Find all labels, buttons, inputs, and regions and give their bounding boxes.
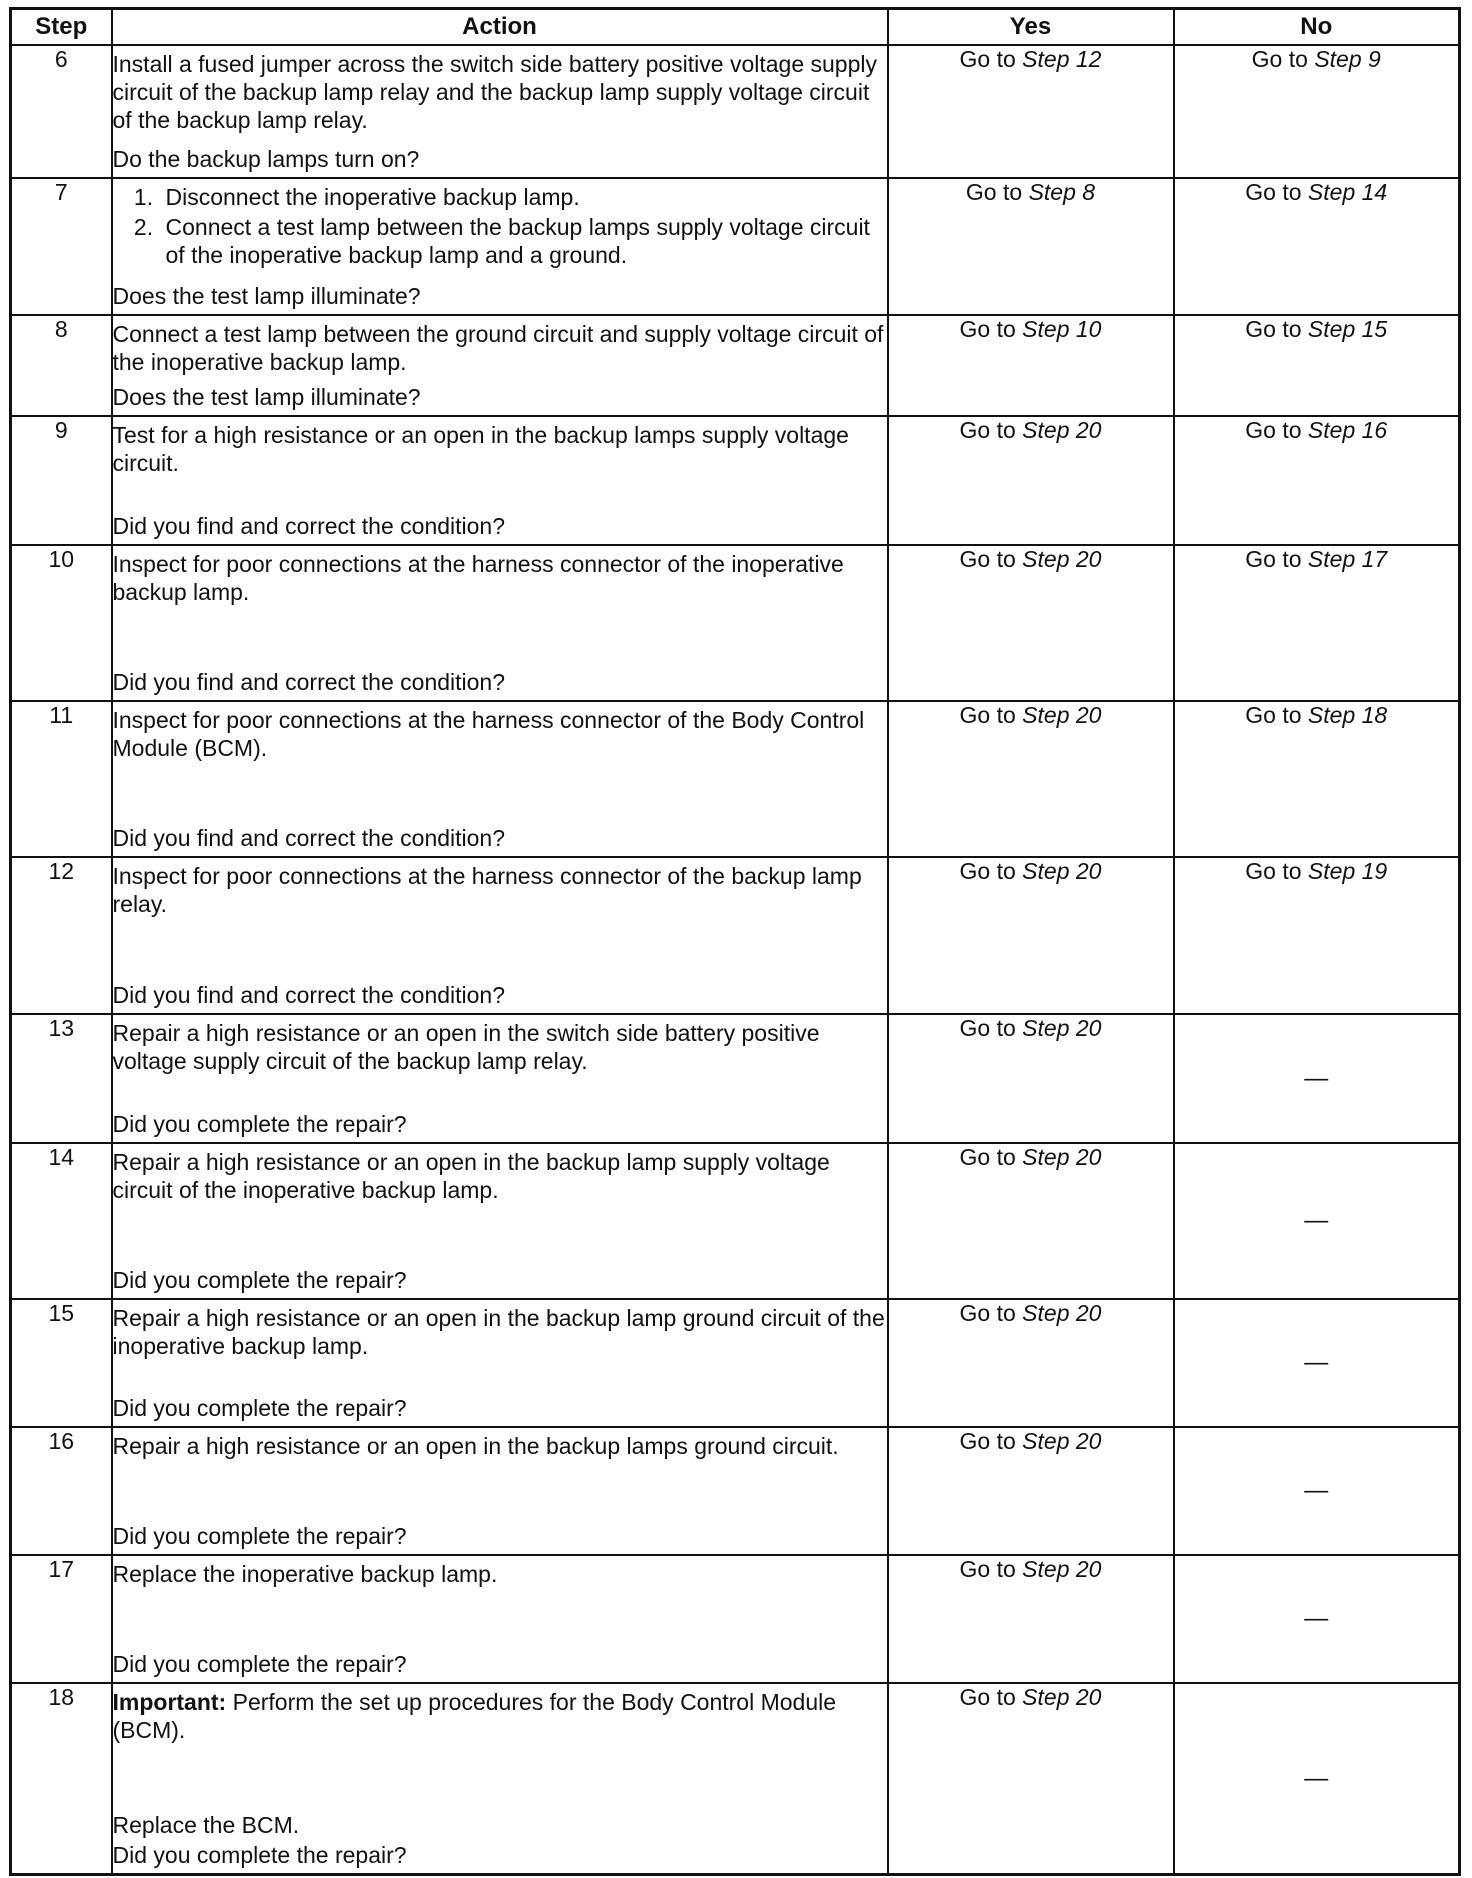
goto-prefix: Go to [1245,179,1302,205]
step-number: 20 [1075,417,1102,443]
action-instruction: Repair a high resistance or an open in the backup lamps ground circuit. [112,1433,839,1459]
step-word: Step [1307,546,1356,572]
action-cell [112,1299,888,1427]
action-cell [112,45,888,178]
step-number-cell: 17 [11,1555,112,1683]
yes-cell [888,1683,1174,1875]
action-content [113,316,887,415]
goto-prefix: Go to [959,702,1016,728]
action-cell [112,1683,888,1875]
step-number-cell: 11 [11,701,112,857]
table-row [11,1683,1460,1875]
step-reference [1022,417,1101,443]
goto-prefix: Go to [1245,702,1302,728]
step-number-cell: 9 [11,416,112,545]
goto-prefix: Go to [959,1015,1016,1041]
step-reference [1308,546,1387,572]
action-text [113,320,887,376]
action-body [113,1015,887,1108]
action-content [113,417,887,544]
step-number-cell: 8 [11,315,112,416]
step-word: Step [1028,179,1076,205]
goto-prefix: Go to [959,316,1016,342]
step-reference [1022,1684,1101,1710]
action-steps-list [113,183,887,269]
step-reference [1022,1428,1101,1454]
step-number: 16 [1361,417,1388,443]
step-word: Step [1022,702,1070,728]
action-cell [112,1555,888,1683]
action-content [113,858,887,1013]
action-instruction: Test for a high resistance or an open in the backup lamps supply voltage circuit. [112,422,849,476]
step-number-cell: 14 [11,1143,112,1299]
no-cell-dash: — [1174,1299,1460,1427]
step-number: 12 [1075,46,1102,72]
yes-cell [888,1143,1174,1299]
action-content [113,1428,887,1554]
table-row [11,315,1460,416]
yes-cell [888,545,1174,701]
action-body [113,1428,887,1520]
step-number: 18 [1361,702,1388,728]
goto-prefix: Go to [959,1556,1016,1582]
list-item: 1. Disconnect the inoperative backup lamp. [160,183,887,211]
action-instruction: Repair a high resistance or an open in the backup lamp ground circuit of the inoperative backup lamp. [112,1305,885,1359]
yes-cell [888,45,1174,178]
action-text [113,1148,887,1204]
action-question: Did you complete the repair? [112,1111,407,1137]
goto-prefix: Go to [959,858,1016,884]
table-row [11,178,1460,315]
action-question: Did you complete the repair? [112,1395,407,1421]
step-number-cell: 6 [11,45,112,178]
action-question: Did you find and correct the condition? [112,825,506,851]
step-reference [1308,316,1387,342]
action-content [113,1144,887,1298]
action-content [113,702,887,856]
step-number: 9 [1368,46,1381,72]
table-row [11,1427,1460,1555]
action-text [113,50,887,134]
step-number: 14 [1361,179,1388,205]
action-cell [112,701,888,857]
goto-prefix: Go to [959,1144,1016,1170]
step-number: 8 [1082,179,1096,205]
action-text [113,1688,887,1744]
step-reference [1308,417,1387,443]
diagnostic-table [9,7,1461,1876]
action-text [113,1432,887,1460]
table-row [11,1143,1460,1299]
table-row [11,416,1460,545]
step-number: 10 [1075,316,1102,342]
header-action: Action [112,9,888,46]
goto-prefix: Go to [959,546,1016,572]
step-reference [1022,1300,1101,1326]
header-yes: Yes [888,9,1174,46]
no-cell [1174,45,1460,178]
step-number: 20 [1075,1300,1102,1326]
document-page [9,7,1458,1876]
step-word: Step [1314,46,1362,72]
action-instruction: Connect a test lamp between the ground circuit and supply voltage circuit of the inoperative backup lamp. [112,321,884,375]
step-number: 19 [1361,858,1388,884]
action-content [113,179,887,314]
action-text [113,550,887,606]
no-cell [1174,416,1460,545]
table-row [11,857,1460,1014]
goto-prefix: Go to [1245,858,1302,884]
step-word: Step [1022,1428,1070,1454]
step-reference [1308,179,1387,205]
no-cell-dash: — [1174,1014,1460,1143]
action-text [113,1560,887,1588]
goto-prefix: Go to [1245,316,1302,342]
action-question: Did you complete the repair? [112,1523,407,1549]
action-cell [112,857,888,1014]
action-content [113,46,887,177]
action-body [113,1300,887,1392]
no-cell [1174,701,1460,857]
action-instruction: Perform the set up procedures for the Body Control Module (BCM). [112,1689,837,1743]
yes-cell [888,178,1174,315]
action-content [113,1684,887,1873]
yes-cell [888,1427,1174,1555]
action-instruction: Inspect for poor connections at the harness connector of the Body Control Module (BCM). [112,707,865,761]
action-question: Did you complete the repair? [112,1842,407,1868]
action-body [113,1556,887,1648]
action-instruction: Inspect for poor connections at the harness connector of the backup lamp relay. [112,863,862,917]
step-word: Step [1307,179,1356,205]
no-cell-dash: — [1174,1555,1460,1683]
step-number: 20 [1075,1144,1102,1170]
yes-cell [888,1299,1174,1427]
step-reference [1314,46,1381,72]
step-reference [1308,858,1387,884]
action-cell [112,545,888,701]
table-row [11,545,1460,701]
goto-prefix: Go to [959,46,1016,72]
goto-prefix: Go to [959,1300,1016,1326]
step-word: Step [1022,1015,1070,1041]
step-word: Step [1307,316,1356,342]
action-instruction: Repair a high resistance or an open in the switch side battery positive voltage supply circuit of the backup lamp relay. [112,1020,820,1074]
list-item: 2. Connect a test lamp between the backup lamps supply voltage circuit of the inoperative backup lamp and a ground. [160,213,887,269]
action-question: Did you complete the repair? [112,1267,407,1293]
step-reference [1022,316,1101,342]
no-cell [1174,315,1460,416]
step-number-cell: 18 [11,1683,112,1875]
step-word: Step [1022,1144,1070,1170]
step-word: Step [1022,1556,1070,1582]
step-word: Step [1022,316,1070,342]
action-body [113,316,887,381]
header-step: Step [11,9,112,46]
action-content [113,1556,887,1682]
action-instruction: Inspect for poor connections at the harness connector of the inoperative backup lamp. [112,551,844,605]
action-content [113,1015,887,1142]
yes-cell [888,315,1174,416]
step-number-cell: 10 [11,545,112,701]
action-instruction: Replace the inoperative backup lamp. [112,1561,498,1587]
header-no: No [1174,9,1460,46]
action-cell [112,1014,888,1143]
step-word: Step [1022,1684,1070,1710]
action-instruction: Repair a high resistance or an open in the backup lamp supply voltage circuit of the inoperative backup lamp. [112,1149,830,1203]
step-reference [1022,1015,1101,1041]
important-label: Important: [112,1689,227,1715]
step-word: Step [1022,858,1070,884]
action-body [113,858,887,979]
action-text [113,706,887,762]
step-word: Step [1022,546,1070,572]
goto-prefix: Go to [959,1428,1016,1454]
step-reference [1308,702,1387,728]
step-word: Step [1307,858,1356,884]
goto-prefix: Go to [1251,46,1308,72]
action-cell [112,315,888,416]
no-cell [1174,178,1460,315]
step-reference [1022,46,1101,72]
action-question: Did you complete the repair? [112,1651,407,1677]
goto-prefix: Go to [965,179,1023,205]
action-content [113,1300,887,1426]
step-word: Step [1307,702,1356,728]
no-cell-dash: — [1174,1683,1460,1875]
action-body [113,702,887,822]
step-reference [1022,702,1101,728]
table-row [11,1299,1460,1427]
step-number: 20 [1075,702,1102,728]
action-question: Do the backup lamps turn on? [112,146,420,172]
action-text [113,1019,887,1075]
table-row [11,1014,1460,1143]
goto-prefix: Go to [1245,546,1302,572]
table-body [11,45,1460,1875]
goto-prefix: Go to [959,1684,1016,1710]
no-cell-dash: — [1174,1143,1460,1299]
table-row [11,1555,1460,1683]
action-body [113,417,887,510]
action-question: Does the test lamp illuminate? [112,283,421,309]
action-text [113,1304,887,1360]
yes-cell [888,1555,1174,1683]
action-cell [112,178,888,315]
action-body [113,1684,887,1811]
action-question: Did you find and correct the condition? [112,669,506,695]
step-number-cell: 15 [11,1299,112,1427]
action-instruction: Install a fused jumper across the switch side battery positive voltage supply circuit of the backup lamp relay and the backup lamp supply voltage circuit of the backup lamp relay. [112,51,877,133]
step-number: 17 [1361,546,1388,572]
action-body [113,1144,887,1264]
step-number: 20 [1075,1428,1102,1454]
action-content [113,546,887,700]
step-reference [1022,1144,1101,1170]
action-cell [112,1427,888,1555]
step-reference [1022,858,1101,884]
goto-prefix: Go to [959,417,1016,443]
action-body [113,179,887,280]
action-question: Did you find and correct the condition? [112,982,506,1008]
step-reference [1022,546,1101,572]
action-text [113,421,887,477]
step-number: 20 [1075,858,1102,884]
action-question: Did you find and correct the condition? [112,513,506,539]
table-row [11,45,1460,178]
action-body [113,46,887,143]
header-row [11,9,1460,46]
step-number-cell: 12 [11,857,112,1014]
yes-cell [888,857,1174,1014]
action-cell [112,1143,888,1299]
step-number-cell: 13 [11,1014,112,1143]
step-number: 15 [1361,316,1388,342]
step-number-cell: 7 [11,178,112,315]
action-text [113,862,887,918]
step-number: 20 [1075,1556,1102,1582]
step-word: Step [1307,417,1356,443]
action-extra: Replace the BCM. [112,1812,300,1838]
step-number-cell: 16 [11,1427,112,1555]
step-reference [1022,1556,1101,1582]
step-word: Step [1022,46,1070,72]
step-reference [1029,179,1096,205]
yes-cell [888,1014,1174,1143]
no-cell [1174,545,1460,701]
no-cell [1174,857,1460,1014]
action-cell [112,416,888,545]
step-number: 20 [1075,1015,1102,1041]
table-row [11,701,1460,857]
action-body [113,546,887,666]
step-word: Step [1022,1300,1070,1326]
yes-cell [888,416,1174,545]
step-word: Step [1022,417,1070,443]
no-cell-dash: — [1174,1427,1460,1555]
step-number: 20 [1075,546,1102,572]
goto-prefix: Go to [1245,417,1302,443]
yes-cell [888,701,1174,857]
step-number: 20 [1075,1684,1102,1710]
action-question: Does the test lamp illuminate? [112,384,421,410]
